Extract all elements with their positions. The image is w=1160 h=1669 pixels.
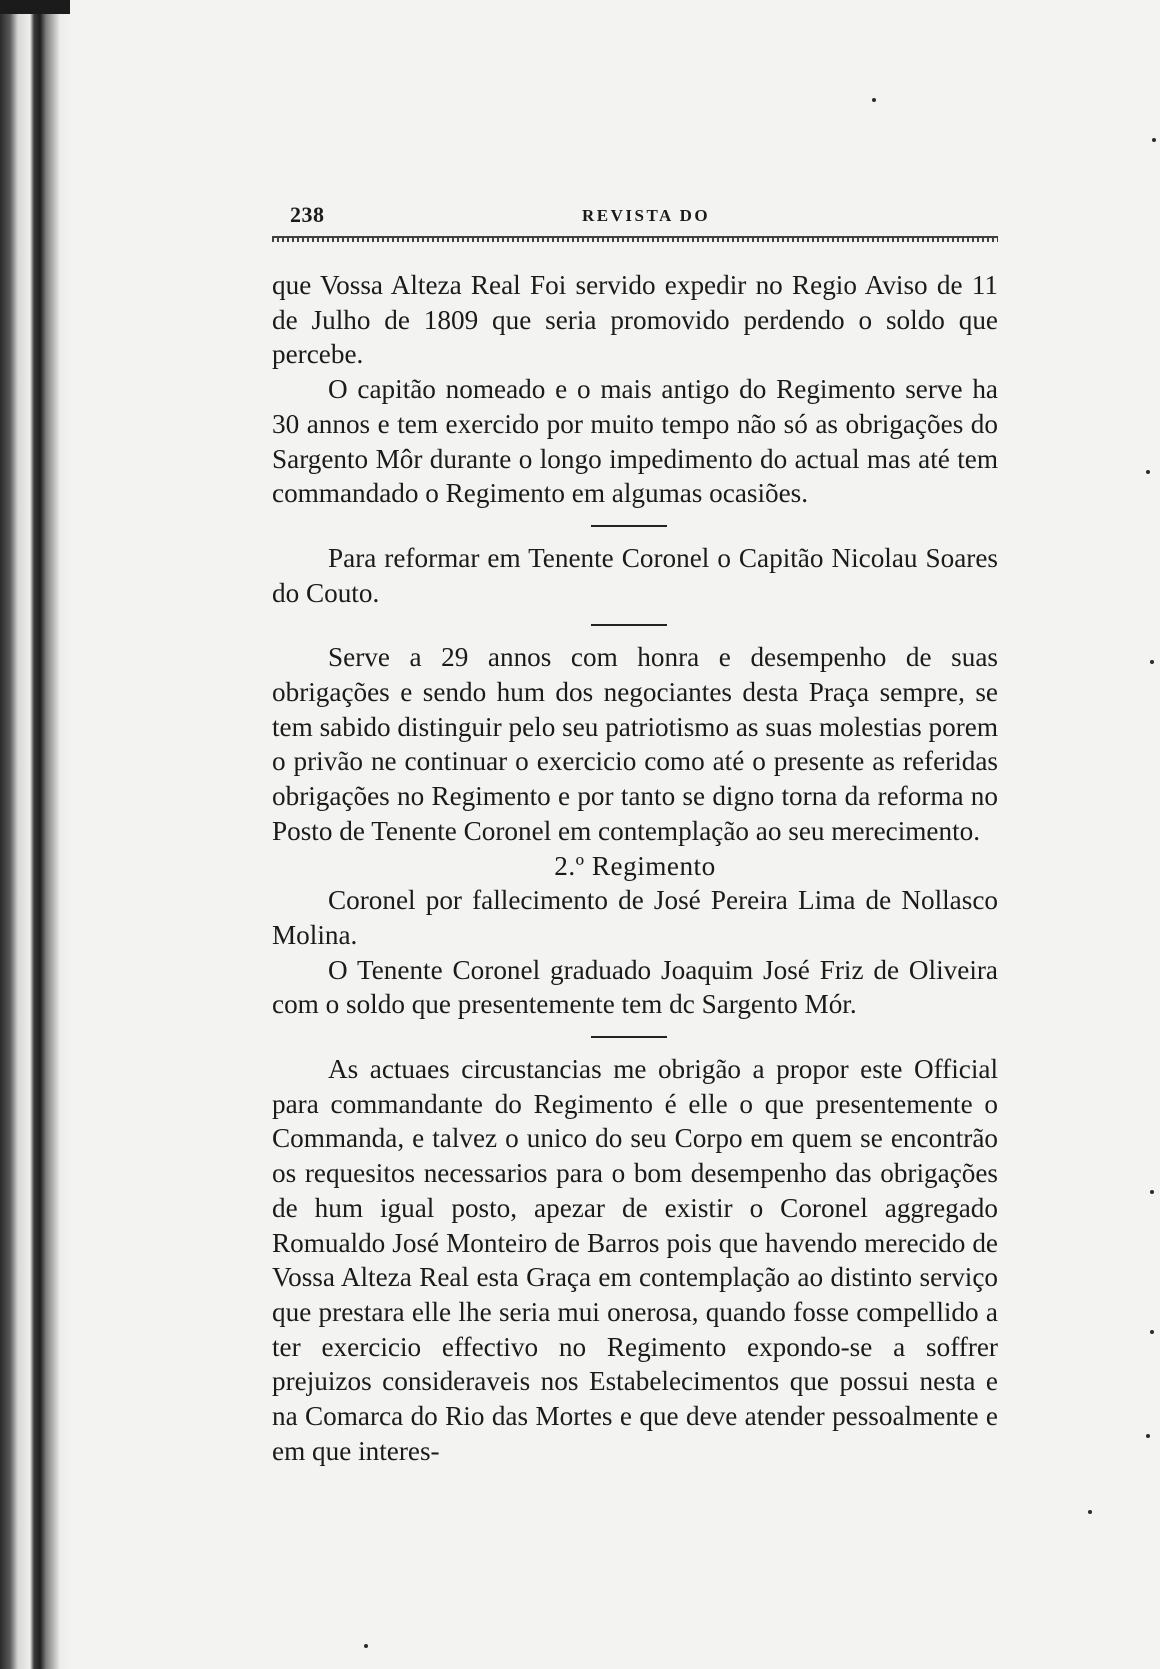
- print-speck: [872, 98, 876, 102]
- paragraph: O Tenente Coronel graduado Joaquim José Friz de Oliveira com o soldo que presentemente tem dc Sargento Mór.: [272, 954, 998, 1020]
- print-speck: [1152, 138, 1156, 142]
- section-separator: [591, 624, 667, 626]
- print-speck: [1146, 1434, 1150, 1438]
- paragraph: Coronel por fallecimento de José Pereira Lima de Nollasco Molina.: [272, 885, 998, 950]
- paragraph: O capitão nomeado e o mais antigo do Regimento serve ha 30 annos e tem exercido por muito tempo não só as obrigações do Sargento Môr durante o longo impedimento do actual mas até tem commandado o Regimento em algumas ocasiões.: [272, 374, 998, 509]
- book-page: [272, 200, 998, 1469]
- section-separator: [591, 1036, 667, 1038]
- print-speck: [1146, 470, 1150, 474]
- book-binding-top: [0, 0, 70, 14]
- paragraph: que Vossa Alteza Real Foi servido expedir no Regio Aviso de 11 de Julho de 1809 que seria promovido perdendo o soldo que percebe.: [272, 270, 998, 370]
- paragraph: Serve a 29 annos com honra e desempenho de suas obrigações e sendo hum dos negociantes desta Praça sempre, se tem sabido distinguir pelo seu patriotismo as suas molestias porem o privão ne continuar o exercicio como até o presente as referidas obrigações no Regimento e por tanto se digno torna da reforma no Posto de Tenente Coronel em contemplação ao seu merecimento.: [272, 642, 998, 846]
- print-speck: [1150, 1330, 1154, 1334]
- print-speck: [1088, 1510, 1092, 1514]
- running-head: [272, 200, 998, 228]
- header-rule: [272, 236, 998, 242]
- section-heading: 2.º Regimento: [554, 850, 716, 881]
- page-number: 238: [290, 202, 325, 227]
- print-speck: [1150, 1190, 1154, 1194]
- paragraph: Para reformar em Tenente Coronel o Capitão Nicolau Soares do Couto.: [272, 542, 998, 608]
- print-speck: [364, 1644, 368, 1648]
- print-speck: [1150, 660, 1154, 664]
- paragraph: As actuaes circustancias me obrigão a propor este Official para commandante do Regimento é elle o que presentemente o Commanda, e talvez o unico do seu Corpo em quem se encontrão os requesitos necessarios para o bom desempenho das obrigações de hum igual posto, apezar de existir o Coronel aggregado Romualdo José Monteiro de Barros pois que havendo merecido de Vossa Alteza Real esta Graça em contemplação ao distinto serviço que prestara elle lhe seria mui onerosa, quando fosse compellido a ter exercicio effectivo no Regimento expondo-se a soffrer prejuizos consideraveis nos Estabelecimentos que possui nesta e na Comarca do Rio das Mortes e que deve atender pessoalmente e em que interes-: [272, 1054, 998, 1466]
- journal-title: REVISTA DO: [582, 206, 711, 225]
- page-body: [272, 268, 998, 1469]
- book-binding-edge: [0, 0, 72, 1669]
- section-separator: [591, 525, 667, 527]
